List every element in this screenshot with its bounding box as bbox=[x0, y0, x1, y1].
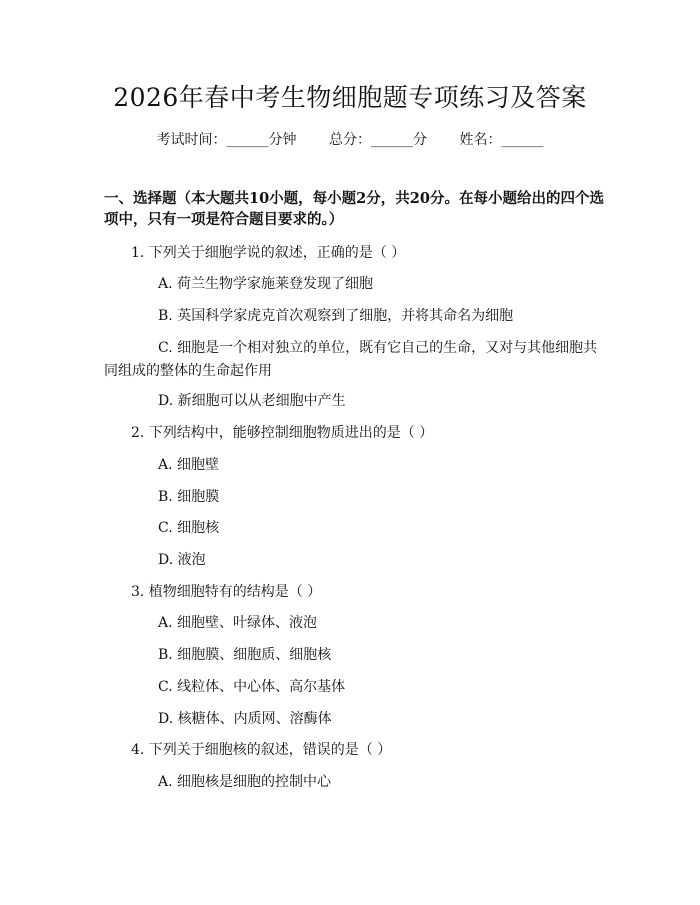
question-option: D. 新细胞可以从老细胞中产生 bbox=[158, 393, 346, 409]
page-title: 2026年春中考生物细胞题专项练习及答案 bbox=[113, 83, 587, 112]
question-option: A. 荷兰生物学家施莱登发现了细胞 bbox=[158, 276, 374, 292]
exam-time-field: 考试时间：______分钟 bbox=[156, 132, 297, 148]
exam-info-line bbox=[0, 129, 700, 151]
question-option: C. 线粒体、中心体、高尔基体 bbox=[158, 679, 346, 695]
question-option: C. 细胞是一个相对独立的单位，既有它自己的生命，又对与其他细胞共同组成的整体的生命起作用 bbox=[104, 340, 598, 379]
question-option: A. 细胞核是细胞的控制中心 bbox=[158, 774, 332, 790]
question-stem: 4. 下列关于细胞核的叙述，错误的是（ ） bbox=[131, 742, 392, 758]
question-option: C. 细胞核 bbox=[158, 520, 220, 536]
total-score-field: 总分：______分 bbox=[329, 132, 427, 148]
question-option: B. 细胞膜 bbox=[158, 489, 220, 505]
question-option: D. 液泡 bbox=[158, 552, 206, 568]
student-name-field: 姓名：______ bbox=[459, 132, 544, 148]
question-stem: 2. 下列结构中，能够控制细胞物质进出的是（ ） bbox=[131, 425, 434, 441]
section-header: 一、选择题（本大题共10小题，每小题2分，共20分。在每小题给出的四个选项中，只有一项是符合题目要求的。） bbox=[104, 190, 604, 228]
question-option: A. 细胞壁、叶绿体、液泡 bbox=[158, 615, 318, 631]
question-stem: 3. 植物细胞特有的结构是（ ） bbox=[131, 584, 322, 600]
question-option: B. 细胞膜、细胞质、细胞核 bbox=[158, 647, 332, 663]
question-stem: 1. 下列关于细胞学说的叙述，正确的是（ ） bbox=[131, 245, 406, 261]
question-option: A. 细胞壁 bbox=[158, 457, 220, 473]
question-option: D. 核糖体、内质网、溶酶体 bbox=[158, 711, 332, 727]
question-option: B. 英国科学家虎克首次观察到了细胞，并将其命名为细胞 bbox=[158, 308, 514, 324]
